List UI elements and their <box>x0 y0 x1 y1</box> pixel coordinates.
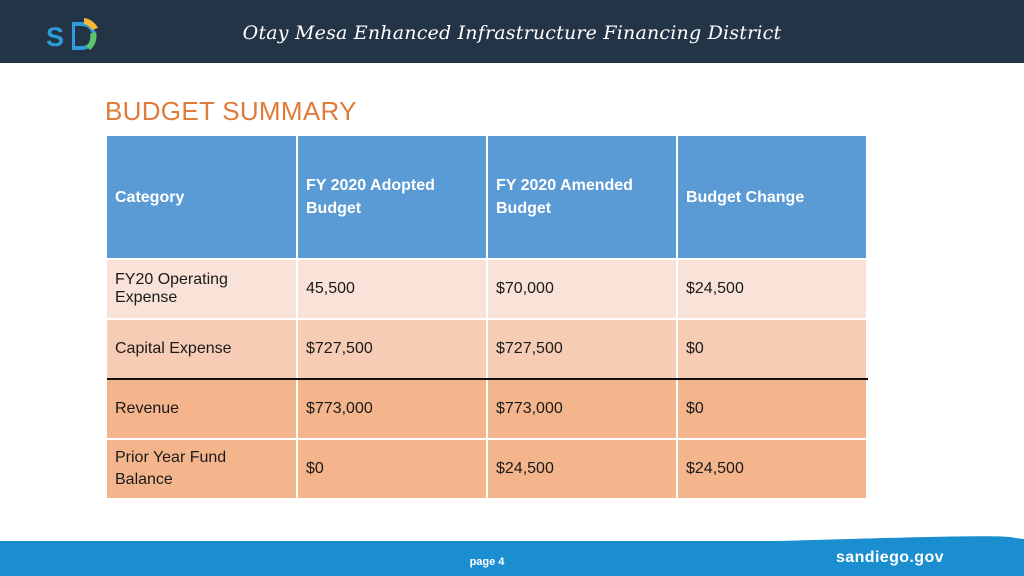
svg-text:S: S <box>46 22 65 52</box>
column-header: Budget Change <box>677 136 867 259</box>
header-title: Otay Mesa Enhanced Infrastructure Financing District <box>242 22 782 44</box>
column-header: Category <box>107 136 297 259</box>
website-link[interactable]: sandiego.gov <box>836 549 944 566</box>
table-cell: Capital Expense <box>107 319 297 379</box>
table-cell: $24,500 <box>487 439 677 499</box>
table-cell: $0 <box>677 319 867 379</box>
table-cell: $727,500 <box>487 319 677 379</box>
budget-table <box>107 136 868 500</box>
table-row <box>107 259 867 319</box>
page-title: BUDGET SUMMARY <box>105 96 357 126</box>
header-bar <box>0 0 1024 63</box>
table-cell: $24,500 <box>677 439 867 499</box>
table-header-row <box>107 136 867 259</box>
column-header: FY 2020 Adopted Budget <box>297 136 487 259</box>
table-row <box>107 319 867 379</box>
page-number: page 4 <box>469 556 505 568</box>
table-cell: $773,000 <box>487 379 677 439</box>
table-cell: $70,000 <box>487 259 677 319</box>
table-cell: $773,000 <box>297 379 487 439</box>
table-cell: FY20 Operating Expense <box>107 259 297 319</box>
table-cell: $727,500 <box>297 319 487 379</box>
table-cell: $24,500 <box>677 259 867 319</box>
table-row <box>107 379 867 439</box>
table-cell: 45,500 <box>297 259 487 319</box>
table-cell: Prior Year Fund Balance <box>107 439 297 499</box>
table-cell: Revenue <box>107 379 297 439</box>
table-row <box>107 439 867 499</box>
column-header: FY 2020 Amended Budget <box>487 136 677 259</box>
table-cell: $0 <box>297 439 487 499</box>
table-cell: $0 <box>677 379 867 439</box>
